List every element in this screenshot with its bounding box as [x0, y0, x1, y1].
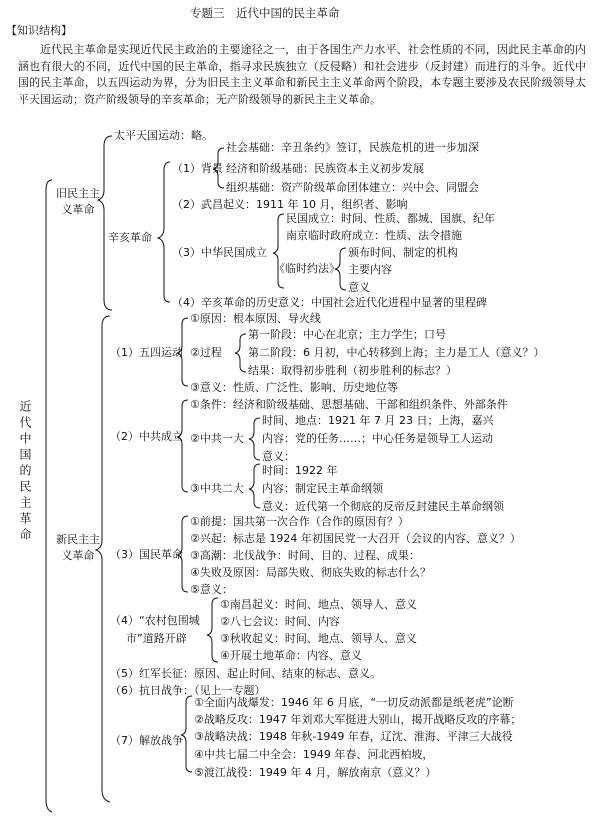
rural-road-item: ①南昌起义：时间、地点、领导人、意义	[220, 598, 417, 611]
liberation-war-item: ①全面内战爆发：1946 年 6 月底，“一切反动派都是纸老虎”论断	[194, 696, 514, 709]
first-congress-item: 意义：	[262, 450, 295, 463]
root-label: 近代中国的民主革命	[18, 400, 32, 544]
roc-item: 民国成立：时间、性质、都城、国旗、纪年	[286, 212, 495, 225]
may-fourth-label: （1）五四运动	[110, 346, 183, 359]
wuchang-uprising-item: （2）武昌起义：1911 年 10 月，组织者、影响	[172, 198, 408, 211]
constitution-item: 颁布时间、制定的机构	[348, 246, 458, 259]
roc-founding-label: （3）中华民国成立	[172, 246, 267, 259]
background-item: 组织基础：资产阶级革命团体建立：兴中会、同盟会	[226, 181, 479, 194]
constitution-item: 意义	[348, 281, 370, 294]
national-revolution-item: ③高潮：北伐战争：时间、目的、过程、成果：	[190, 549, 420, 562]
process-item: 第二阶段：6 月初，中心转移到上海；主力是工人（意义？）	[248, 346, 545, 359]
rural-road-label: （4）“农村包围城	[110, 614, 200, 627]
liberation-war-item: ③战略决战：1948 年秋-1949 年春，辽沈、淮海、平津三大战役	[194, 730, 513, 743]
cpc-item: ①条件：经济和阶级基础、思想基础、干部和组织条件、外部条件	[190, 398, 508, 411]
cpc-bracket	[177, 400, 188, 492]
national-revolution-item: ②兴起：标志是 1924 年初国民党一大召开（会议的内容、意义？）	[190, 532, 521, 545]
process-item: 结果：取得初步胜利（初步胜利的标志？）	[248, 364, 457, 377]
first-congress-item: 内容：党的任务……；中心任务是领导工人运动	[262, 432, 493, 445]
rural-road-item: ③秋收起义：时间、地点、领导人、意义	[220, 632, 417, 645]
may-fourth-item: ③意义：性质、广泛性、影响、历史地位等	[190, 381, 398, 394]
root-bracket	[46, 180, 52, 812]
constitution-item: 主要内容	[348, 263, 392, 276]
second-congress-label: ③中共二大	[190, 482, 244, 495]
anti-japanese-war-item: （6）抗日战争：（见上一专题）	[110, 684, 266, 697]
second-congress-item: 时间：1922 年	[262, 464, 338, 477]
roc-item: 南京临时政府成立：性质、法令措施	[286, 229, 462, 242]
old-bracket	[98, 136, 112, 310]
road-bracket	[207, 598, 218, 662]
gov-bracket	[273, 214, 284, 288]
first-congress-item: 时间、地点：1921 年 7 月 23 日；上海，嘉兴	[262, 414, 494, 427]
background-item: 社会基础：辛丑条约》签订，民族危机的进一步加深	[226, 141, 479, 154]
liberation-war-label: （7）解放战争	[110, 734, 183, 747]
second-congress-item: 内容：制定民主革命纲领	[262, 482, 383, 495]
national-revolution-item: ①前提：国共第一次合作（合作的原因有？）	[190, 515, 409, 528]
national-revolution-item: ④失败及原因：局部失败、彻底失败的标志什么？	[190, 566, 431, 579]
page-title: 专题三 近代中国的民主革命	[190, 6, 340, 20]
rural-road-label-2: 市”道路开辟	[126, 632, 187, 645]
xinhai-bracket	[158, 162, 170, 302]
cpc2-bracket	[249, 464, 260, 508]
provisional-constitution-label: 《临时约法》	[274, 262, 340, 275]
cpc1-bracket	[249, 418, 260, 460]
rural-road-item: ②八七会议：时间、内容	[220, 615, 340, 628]
liberation-war-item: ④中共七届二中全会：1949 年春、河北西柏坡，	[194, 748, 434, 761]
may-fourth-item: ①原因：根本原因、导火线	[190, 312, 321, 325]
national-revolution-label: （3）国民革命	[110, 548, 183, 561]
may-fourth-process-label: ②过程	[190, 346, 222, 359]
taiping-item: 太平天国运动：略。	[114, 129, 213, 142]
background-item: 经济和阶级基础：民族资本主义初步发展	[226, 162, 424, 175]
national-revolution-item: ⑤意义：	[190, 583, 233, 596]
xinhai-significance-item: （4）辛亥革命的历史意义：中国社会近代化进程中显著的里程碑	[172, 296, 487, 309]
cpc-founding-label: （2）中共成立	[110, 430, 183, 443]
wusi-process-bracket	[235, 334, 246, 372]
xinhai-background-label: （1）背景	[172, 162, 223, 175]
rural-road-item: ④开展土地革命：内容、意义	[220, 649, 362, 662]
second-congress-item: 意义：近代第一个彻底的反帝反封建民主革命纲领	[262, 500, 504, 513]
long-march-item: （5）红军长征：原因、起止时间、结束的标志、意义。	[110, 667, 381, 680]
new-revolution-label: 新民主主义革命	[56, 533, 100, 562]
process-item: 第一阶段：中心在北京；主力学生；口号	[248, 328, 446, 341]
section-label: 【知识结构】	[6, 24, 72, 37]
liberation-war-item: ②战略反攻：1947 年刘邓大军挺进大别山，揭开战略反攻的序幕；	[194, 713, 522, 726]
first-congress-label: ②中共一大	[190, 432, 244, 445]
old-revolution-label: 旧民主主义革命	[56, 187, 100, 216]
intro-paragraph: 近代民主革命是实现近代民主政治的主要途径之一，由于各国生产力水平、社会性质的不同，因此民主革命的内涵也有很大的不同，近代中国的民主革命，指寻求民族独立（反侵略）和社会进步（反封建）而进行的斗争。近代中国的民主革命，以五四运动为界，分为旧民主主义革命和新民主主义革命两个阶段，本专题主要涉及农民阶级领导太平天国运动；资产阶级领导的辛亥革命；无产阶级领导的新民主主义革命。	[18, 43, 586, 106]
xinhai-label: 辛亥革命	[108, 231, 152, 244]
liberation-war-item: ⑤渡江战役：1949 年 4 月，解放南京（意义？）	[194, 766, 437, 779]
